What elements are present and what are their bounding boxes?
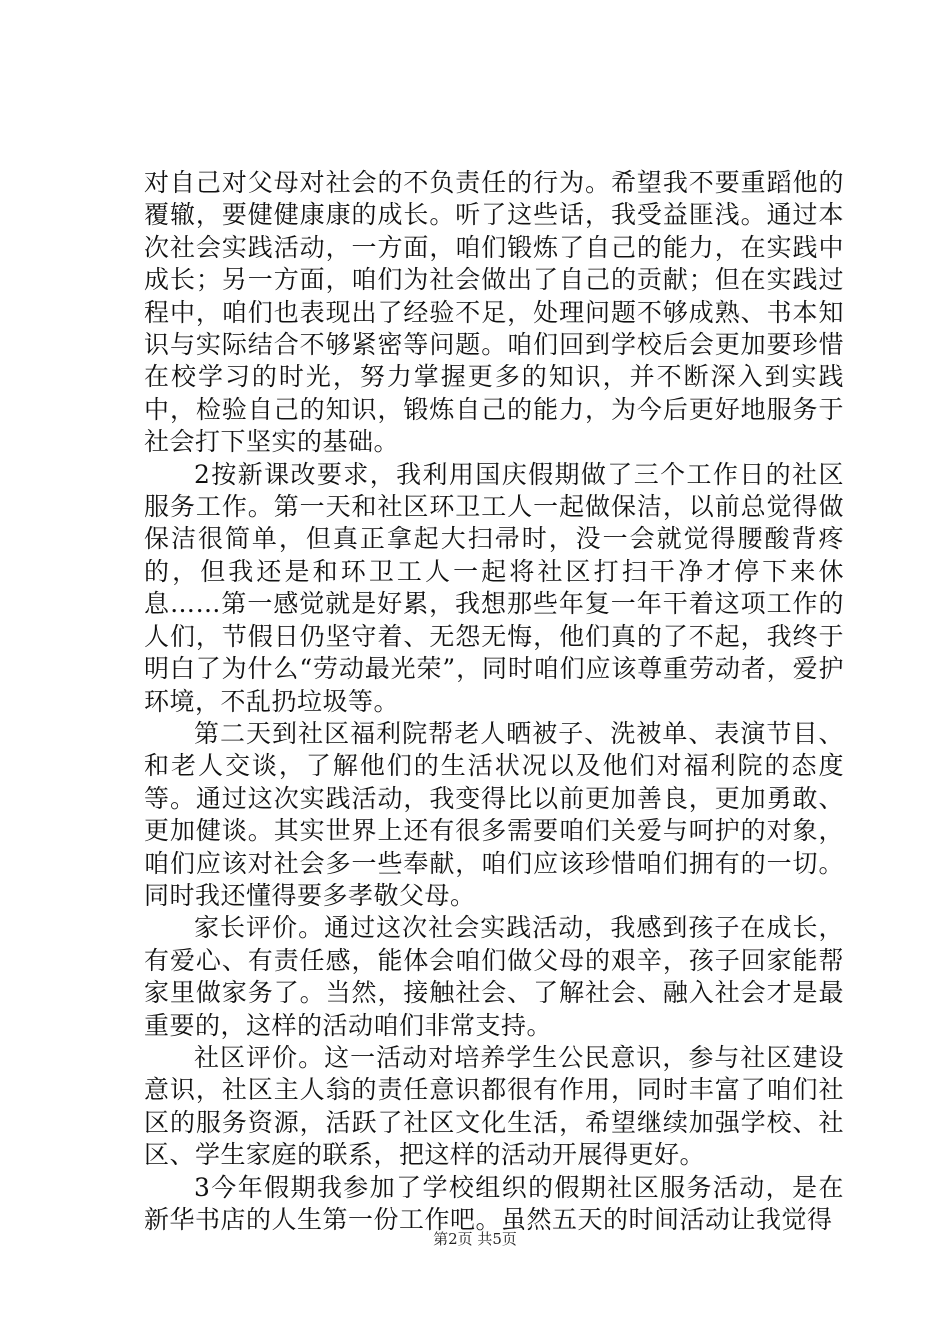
page-footer — [0, 1230, 950, 1248]
paragraph-6: 3今年假期我参加了学校组织的假期社区服务活动，是在新华书店的人生第一份工作吧。虽然五天的时间活动让我觉得 — [144, 1172, 844, 1234]
document-body — [144, 167, 844, 1236]
paragraph-1: 对自己对父母对社会的不负责任的行为。希望我不要重蹈他的覆辙，要健健康康的成长。听了这些话，我受益匪浅。通过本次社会实践活动，一方面，咱们锻炼了自己的能力，在实践中成长；另一方面，咱们为社会做出了自己的贡献；但在实践过程中，咱们也表现出了经验不足，处理问题不够成熟、书本知识与实际结合不够紧密等问题。咱们回到学校后会更加要珍惜在校学习的时光，努力掌握更多的知识，并不断深入到实践中，检验自己的知识，锻炼自己的能力，为今后更好地服务于社会打下坚实的基础。 — [144, 168, 844, 457]
paragraph-2: 2按新课改要求，我利用国庆假期做了三个工作日的社区服务工作。第一天和社区环卫工人一起做保洁，以前总觉得做保洁很简单，但真正拿起大扫帚时，没一会就觉得腰酸背疼的，但我还是和环卫工人一起将社区打扫干净才停下来休息……第一感觉就是好累，我想那些年复一年干着这项工作的人们，节假日仍坚守着、无怨无悔，他们真的了不起，我终于明白了为什么“劳动最光荣”，同时咱们应该尊重劳动者，爱护环境，不乱扔垃圾等。 — [144, 459, 844, 716]
paragraph-5: 社区评价。这一活动对培养学生公民意识，参与社区建设意识，社区主人翁的责任意识都很有作用，同时丰富了咱们社区的服务资源，活跃了社区文化生活，希望继续加强学校、社区、学生家庭的联系，把这样的活动开展得更好。 — [144, 1042, 844, 1170]
paragraph-4: 家长评价。通过这次社会实践活动，我感到孩子在成长，有爱心、有责任感，能体会咱们做父母的艰辛，孩子回家能帮家里做家务了。当然，接触社会、了解社会、融入社会才是最重要的，这样的活动咱们非常支持。 — [144, 913, 844, 1040]
page-indicator: 第2页 共5页 — [433, 1230, 517, 1248]
paragraph-3: 第二天到社区福利院帮老人晒被子、洗被单、表演节目、和老人交谈，了解他们的生活状况以及他们对福利院的态度等。通过这次实践活动，我变得比以前更加善良，更加勇敢、更加健谈。其实世界上还有很多需要咱们关爱与呵护的对象，咱们应该对社会多一些奉献，咱们应该珍惜咱们拥有的一切。同时我还懂得要多孝敬父母。 — [144, 718, 844, 910]
